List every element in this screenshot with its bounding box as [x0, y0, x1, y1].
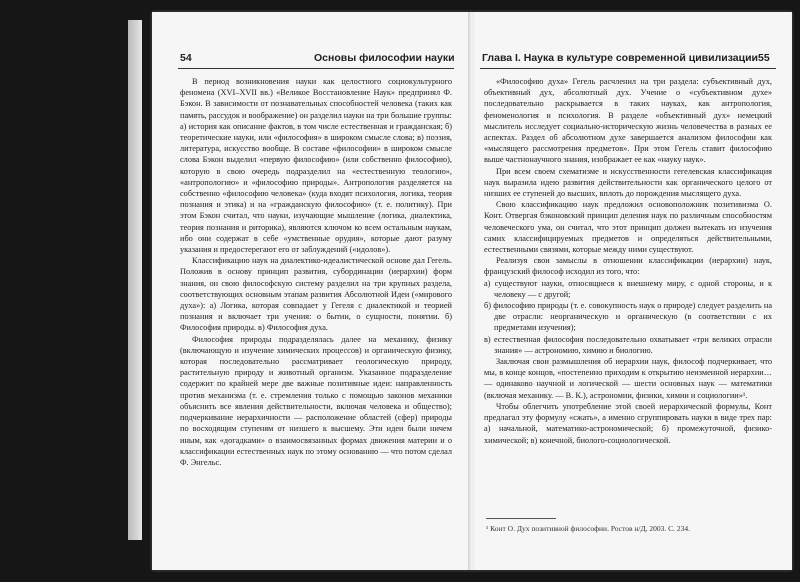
left-body-text — [180, 76, 452, 468]
book-cover-edge — [128, 20, 142, 540]
footnote: ¹ Конт О. Дух позитивной философии. Ростов н/Д, 2003. С. 234. — [486, 524, 691, 533]
right-paragraph-1: «Философию духа» Гегель расчленил на три раздела: субъективный дух, объективный дух, абсолютный дух. Учение о «субъективном духе» последовательно раскрывается в таких науках, как антропология, феноменология и психология. В разделе «объективный дух» немецкий мыслитель исследует социально-историческую жизнь человечества в разных ее аспектах. Раздел об абсолютном духе завершается анализом философии как «мыслящего рассмотрения предметов». При этом Гегель ставит философию выше частнонаучного знания, изображает ее как «науку наук». — [484, 77, 772, 165]
open-book — [152, 12, 792, 570]
right-paragraph-6: Чтобы облегчить употребление этой своей иерархической формулы, Конт предлагал эту формулу «сжать», а именно сгруппировать науки в виде трех пар: а) начальной, математико-астрономической; б) промежуточной, физико-химической; в) конечной, биолого-социологической. — [484, 401, 772, 445]
left-page — [152, 12, 471, 570]
right-paragraph-5: Заключая свои размышления об иерархии наук, философ подчеркивает, что мы, в конце концов, «постепенно приходим к открытию неизменной иерархии… — одинаково научной и логической — шести основных наук — математики (включая механику. — В. К.), астрономии, физики, химии и социологии»¹. — [484, 357, 772, 400]
right-paragraph-3: Свою классификацию наук предложил основоположник позитивизма О. Конт. Отвергая бэконовский принцип деления наук по различным способностям человеческого ума, он считал, что этот принцип должен вытекать из изучения самих классифицируемых предметов и определяться действительными, естественными связями, которые между ними существуют. — [484, 200, 772, 255]
right-list-item-a: а) существуют науки, относящиеся к внешнему миру, с одной стороны, и к человеку — с другой; — [484, 278, 772, 299]
left-running-title: Основы философии науки — [314, 52, 455, 64]
left-paragraph-1: В период возникновения науки как целостного социокультурного феномена (XVI–XVII вв.) «Великое Восстановление Наук» предпринял Ф. Бэкон. В зависимости от познавательных способностей человека (таких как память, рассудок и воображение) он разделил науки на три большие группы: а) история как описание фактов, в том числе естественная и гражданская; б) теоретические науки, или «философия» в широком смысле слова; в) поэзия, литература, искусство вообще. В составе «философии» в широком смысле слова Бэкон выделил «первую философию» (или собственно философию), которую в свою очередь подразделил на «естественную теологию», «антропологию» и «философию природы». Антропология разделяется на собственно «философию человека» (куда входят психология, логика, теория познания и этика) и на «гражданскую философию» (т. е. политику). При этом Бэкон считал, что науки, изучающие мышление (логика, диалектика, теория познания и риторика), являются ключом ко всем остальным наукам, ибо они содержат в себе «умственные орудия», которые дают разуму указания и предостерегают его от заблуждений («идолов»). — [180, 77, 452, 255]
right-body-text — [484, 76, 772, 446]
right-list-item-c: в) естественная философия последовательно охватывает «три великих отрасли знания» — астрономию, химию и биологию. — [484, 334, 772, 355]
right-running-title: Глава I. Наука в культуре современной цивилизации — [482, 52, 758, 64]
left-page-number: 54 — [180, 52, 192, 64]
left-paragraph-2: Классификацию наук на диалектико-идеалистической основе дал Гегель. Положив в основу принцип развития, субординации (иерархии) форм знания, он свою философскую систему разделил на три крупных раздела, соответствующих основным этапам развития Абсолютной Идеи («мирового духа»): а) Логика, которая совпадает у Гегеля с диалектикой и теорией познания и включает три учения: о бытии, о сущности, понятии. б) Философия природы. в) Философия духа. — [180, 256, 452, 333]
right-page — [474, 12, 792, 570]
left-paragraph-3: Философия природы подразделялась далее на механику, физику (включающую и изучение химических процессов) и органическую физику, которая последовательно рассматривает геологическую природу, растительную природу и животный организм. Указанное подразделение содержит по крайней мере две важные позитивные идеи: направленность против механизма (т. е. стремления только с помощью законов механики объяснить все явления действительности, включая человека и общество); подчеркивание иерархичности — расположение областей (сфер) природы по восходящим ступеням от низшего к высшему. Эти идеи были ничем иным, как «догадками» о взаимосвязанных формах движения материи и о классификации естественных наук по этому основанию — что потом сделал Ф. Энгельс. — [180, 334, 452, 467]
right-page-number: 55 — [758, 52, 770, 64]
right-paragraph-4: Реализуя свои замыслы в отношении классификации (иерархии) наук, французский философ исходил из того, что: — [484, 256, 772, 277]
footnote-rule — [486, 518, 556, 519]
right-list-item-b: б) философию природы (т. е. совокупность наук о природе) следует разделить на две отрасли: неорганическую и органическую (в соответствии с их предметами изучения); — [484, 301, 772, 333]
right-header-rule — [480, 68, 776, 69]
left-header-rule — [178, 68, 454, 69]
right-paragraph-2: При всем своем схематизме и искусственности гегелевская классификация наук выразила идею развития действительности как органического целого от низших ее ступеней до высших, вплоть до порождения мыслящего духа. — [484, 166, 772, 199]
